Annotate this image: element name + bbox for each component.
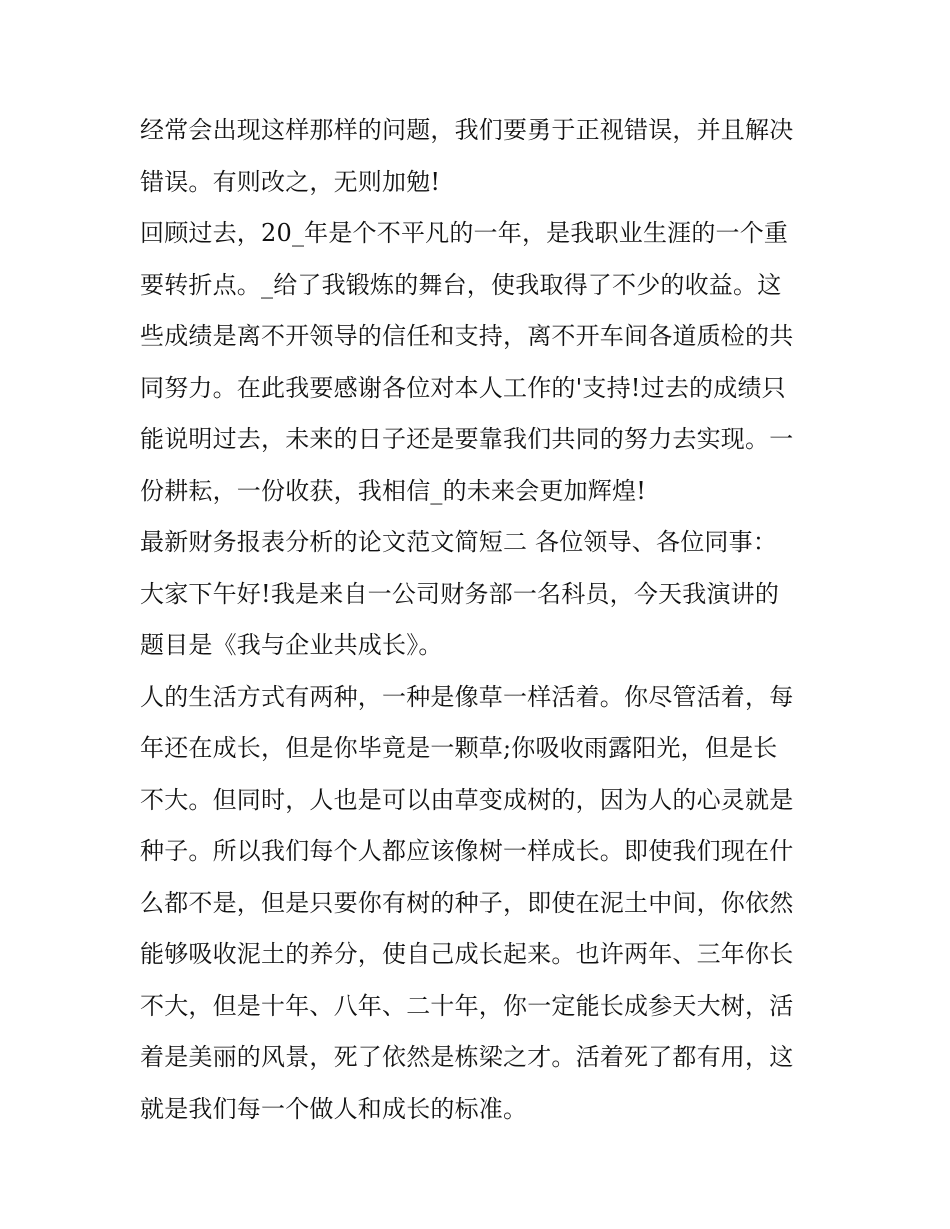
text-line: 回顾过去，20_年是个不平凡的一年，是我职业生涯的一个重 <box>140 219 789 247</box>
text-line: 着是美丽的风景，死了依然是栋梁之才。活着死了都有用，这 <box>140 1043 794 1071</box>
text-line: 种子。所以我们每个人都应该像树一样成长。即使我们现在什 <box>140 837 794 865</box>
text-line: 大家下午好!我是来自一公司财务部一名科员，今天我演讲的 <box>140 579 780 608</box>
text-line: 能够吸收泥土的养分，使自己成长起来。也许两年、三年你长 <box>140 940 794 968</box>
text-line: 同努力。在此我要感谢各位对本人工作的'支持!过去的成绩只 <box>140 373 786 402</box>
text-line: 不大，但是十年、八年、二十年，你一定能长成参天大树，活 <box>140 991 794 1020</box>
text-line: 年还在成长，但是你毕竟是一颗草;你吸收雨露阳光，但是长 <box>140 734 778 762</box>
text-line: 份耕耘，一份收获，我相信_的未来会更加辉煌! <box>140 476 647 505</box>
section-heading-line: 最新财务报表分析的论文范文简短二 各位领导、各位同事： <box>140 528 778 556</box>
text-line: 人的生活方式有两种，一种是像草一样活着。你尽管活着，每 <box>140 682 794 711</box>
text-line: 题目是《我与企业共成长》。 <box>140 631 443 659</box>
document-body <box>140 105 830 1135</box>
text-line: 不大。但同时，人也是可以由草变成树的，因为人的心灵就是 <box>140 785 794 814</box>
text-line: 么都不是，但是只要你有树的种子，即使在泥土中间，你依然 <box>140 888 794 917</box>
text-line: 些成绩是离不开领导的信任和支持，离不开车间各道质检的共 <box>140 322 794 350</box>
text-line: 能说明过去，未来的日子还是要靠我们共同的努力去实现。一 <box>140 425 794 453</box>
text-line: 错误。有则改之，无则加勉! <box>140 167 441 196</box>
text-line: 就是我们每一个做人和成长的标准。 <box>140 1094 528 1123</box>
text-line: 经常会出现这样那样的问题，我们要勇于正视错误，并且解决 <box>140 116 794 144</box>
text-line: 要转折点。_给了我锻炼的舞台，使我取得了不少的收益。这 <box>140 270 782 299</box>
